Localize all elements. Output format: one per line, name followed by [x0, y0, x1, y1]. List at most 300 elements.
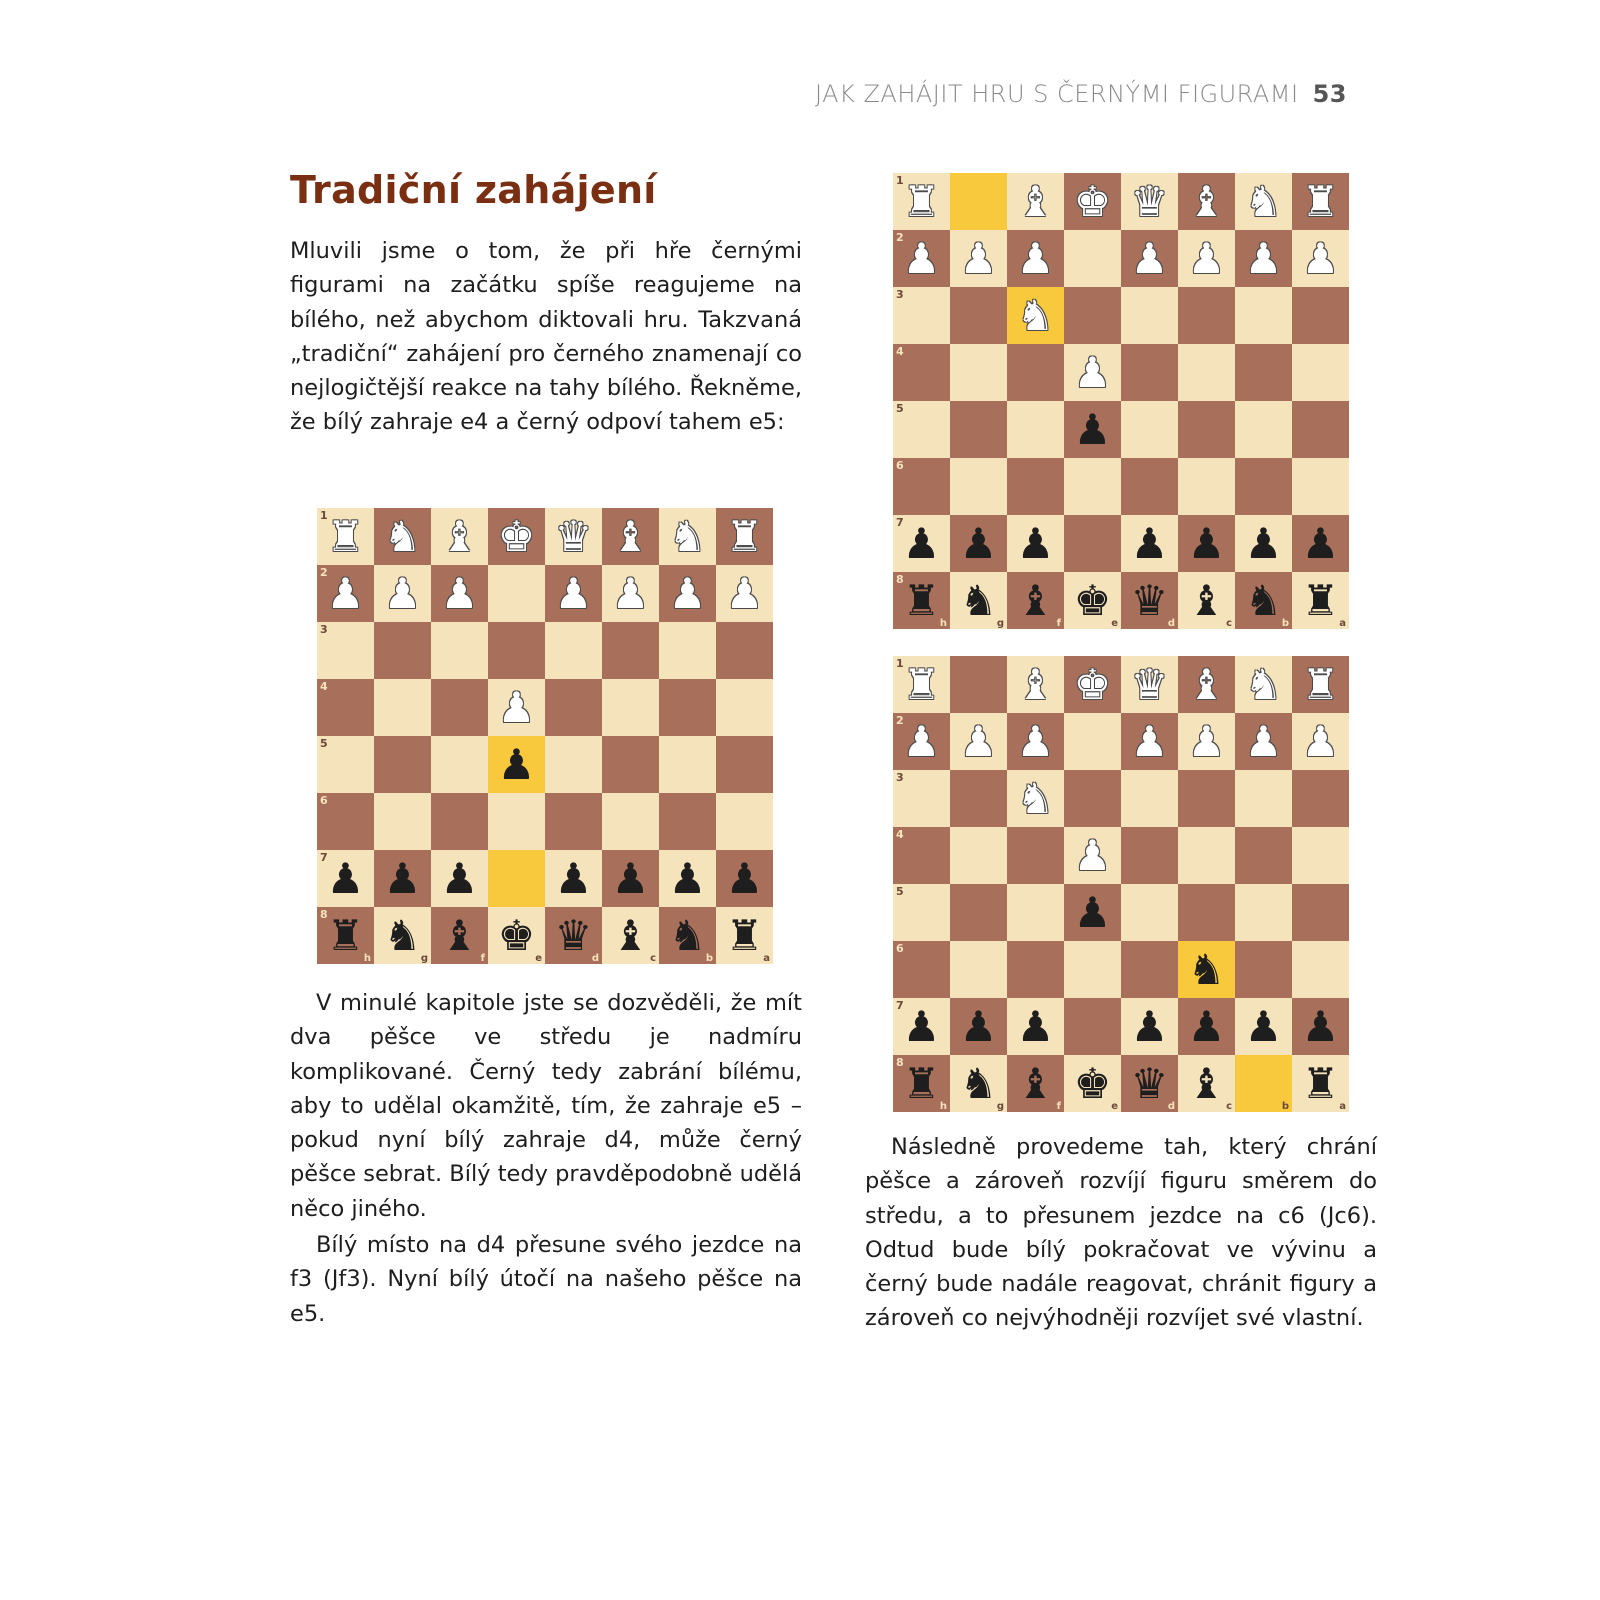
white-pawn-icon: ♟	[440, 568, 479, 618]
black-pawn-icon: ♟	[668, 853, 707, 903]
board-square	[716, 850, 773, 907]
rank-label: 2	[896, 714, 904, 727]
board-square	[893, 827, 950, 884]
board-square	[1007, 287, 1064, 344]
board-square	[1121, 173, 1178, 230]
white-bishop-icon: ♝	[1187, 176, 1226, 226]
black-pawn-icon: ♟	[1244, 518, 1283, 568]
board-square	[1121, 770, 1178, 827]
board-square	[1064, 401, 1121, 458]
chess-diagram-1	[317, 508, 773, 964]
board-square	[317, 793, 374, 850]
board-square	[1121, 656, 1178, 713]
white-pawn-icon: ♟	[1130, 233, 1169, 283]
file-label: g	[996, 618, 1004, 629]
board-square	[1064, 230, 1121, 287]
board-square	[1121, 287, 1178, 344]
rank-label: 3	[896, 288, 904, 301]
board-square	[950, 572, 1007, 629]
board-square	[374, 850, 431, 907]
board-square	[659, 622, 716, 679]
board-square	[431, 679, 488, 736]
black-pawn-icon: ♟	[1244, 1001, 1283, 1051]
board-square	[1007, 656, 1064, 713]
board-square	[950, 884, 1007, 941]
board-square	[1064, 713, 1121, 770]
board-square	[1235, 458, 1292, 515]
board-square	[1064, 656, 1121, 713]
board-square	[893, 941, 950, 998]
white-knight-icon: ♞	[668, 511, 707, 561]
file-label: b	[1281, 1101, 1289, 1112]
white-pawn-icon: ♟	[959, 716, 998, 766]
file-label: h	[939, 1101, 947, 1112]
white-knight-icon: ♞	[383, 511, 422, 561]
board-square	[1121, 884, 1178, 941]
white-king-icon: ♚	[497, 511, 536, 561]
board-square	[488, 793, 545, 850]
black-knight-icon: ♞	[668, 910, 707, 960]
section-title: Tradiční zahájení	[290, 168, 657, 212]
running-title: JAK ZAHÁJIT HRU S ČERNÝMI FIGURAMI	[815, 80, 1299, 108]
board-square	[431, 508, 488, 565]
file-label: a	[1339, 1101, 1346, 1112]
board-square	[1121, 515, 1178, 572]
board-square	[950, 515, 1007, 572]
black-bishop-icon: ♝	[1187, 575, 1226, 625]
black-bishop-icon: ♝	[440, 910, 479, 960]
rank-label: 7	[896, 516, 904, 529]
board-square	[1121, 713, 1178, 770]
board-square	[1064, 572, 1121, 629]
white-queen-icon: ♛	[1130, 659, 1169, 709]
board-square	[1235, 287, 1292, 344]
board-square	[1235, 515, 1292, 572]
board-square	[1064, 827, 1121, 884]
board-square	[317, 622, 374, 679]
white-pawn-icon: ♟	[1244, 716, 1283, 766]
black-pawn-icon: ♟	[1073, 887, 1112, 937]
file-label: a	[1339, 618, 1346, 629]
board-square	[659, 508, 716, 565]
board-square	[602, 793, 659, 850]
white-pawn-icon: ♟	[497, 682, 536, 732]
board-square	[374, 793, 431, 850]
board-square	[488, 622, 545, 679]
board-square	[893, 230, 950, 287]
white-bishop-icon: ♝	[1016, 176, 1055, 226]
running-header	[815, 80, 1347, 108]
black-king-icon: ♚	[497, 910, 536, 960]
board-square	[1178, 287, 1235, 344]
black-bishop-icon: ♝	[1187, 1058, 1226, 1108]
board-square	[1235, 572, 1292, 629]
black-knight-icon: ♞	[959, 575, 998, 625]
file-label: e	[1111, 1101, 1118, 1112]
file-label: d	[1167, 618, 1175, 629]
board-square	[602, 679, 659, 736]
board-square	[716, 508, 773, 565]
black-rook-icon: ♜	[1301, 575, 1340, 625]
board-square	[545, 565, 602, 622]
board-square	[602, 565, 659, 622]
file-label: f	[1056, 1101, 1061, 1112]
board-square	[374, 508, 431, 565]
white-pawn-icon: ♟	[1187, 716, 1226, 766]
black-queen-icon: ♛	[554, 910, 593, 960]
board-square	[716, 679, 773, 736]
board-square	[893, 173, 950, 230]
board-square	[1121, 230, 1178, 287]
white-bishop-icon: ♝	[1187, 659, 1226, 709]
board-square	[1064, 515, 1121, 572]
board-square	[488, 508, 545, 565]
board-square	[1292, 401, 1349, 458]
white-rook-icon: ♜	[902, 659, 941, 709]
board-square	[659, 679, 716, 736]
board-square	[602, 508, 659, 565]
rank-label: 1	[896, 657, 904, 670]
board-square	[1292, 287, 1349, 344]
white-bishop-icon: ♝	[440, 511, 479, 561]
board-square	[1292, 1055, 1349, 1112]
white-pawn-icon: ♟	[1073, 347, 1112, 397]
board-square	[1235, 998, 1292, 1055]
board-square	[659, 565, 716, 622]
paragraph-intro: Mluvili jsme o tom, že při hře černými figurami na začátku spíše reagujeme na bílého, než abychom diktovali hru. Takzvaná „tradiční“ zahájení pro černého znamenají co nejlogičtější reakce na tahy bílého. Řekněme, že bílý zahraje e4 a černý odpoví tahem e5:	[290, 238, 802, 436]
board-square	[1292, 713, 1349, 770]
black-pawn-icon: ♟	[497, 739, 536, 789]
board-square	[1235, 401, 1292, 458]
black-bishop-icon: ♝	[1016, 1058, 1055, 1108]
board-square	[716, 736, 773, 793]
board-square	[431, 907, 488, 964]
white-king-icon: ♚	[1073, 176, 1112, 226]
black-pawn-icon: ♟	[383, 853, 422, 903]
black-pawn-icon: ♟	[554, 853, 593, 903]
white-pawn-icon: ♟	[1016, 233, 1055, 283]
board-square	[1235, 884, 1292, 941]
board-square	[1178, 770, 1235, 827]
board-square	[1292, 230, 1349, 287]
chess-diagram-3	[893, 656, 1349, 1112]
board-square	[1178, 656, 1235, 713]
board-square	[317, 565, 374, 622]
white-pawn-icon: ♟	[1130, 716, 1169, 766]
rank-label: 7	[320, 851, 328, 864]
rank-label: 1	[896, 174, 904, 187]
board-square	[1292, 458, 1349, 515]
board-square	[893, 458, 950, 515]
board-square	[1292, 770, 1349, 827]
black-pawn-icon: ♟	[1130, 1001, 1169, 1051]
file-label: f	[480, 953, 485, 964]
rank-label: 6	[896, 459, 904, 472]
white-queen-icon: ♛	[554, 511, 593, 561]
board-square	[1121, 1055, 1178, 1112]
rank-label: 5	[896, 402, 904, 415]
paragraph-3: Bílý místo na d4 přesune svého jezdce na f3 (Jf3). Nyní bílý útočí na našeho pěšce na e5.	[290, 1232, 802, 1327]
board-square	[374, 907, 431, 964]
board-square	[893, 572, 950, 629]
board-square	[488, 907, 545, 964]
board-square	[893, 884, 950, 941]
board-square	[1007, 230, 1064, 287]
black-rook-icon: ♜	[326, 910, 365, 960]
board-square	[893, 401, 950, 458]
black-pawn-icon: ♟	[326, 853, 365, 903]
board-square	[1121, 827, 1178, 884]
white-king-icon: ♚	[1073, 659, 1112, 709]
black-pawn-icon: ♟	[1016, 518, 1055, 568]
board-square	[1121, 941, 1178, 998]
board-square	[488, 679, 545, 736]
white-pawn-icon: ♟	[326, 568, 365, 618]
file-label: b	[705, 953, 713, 964]
black-pawn-icon: ♟	[611, 853, 650, 903]
board-square	[1178, 173, 1235, 230]
board-square	[1292, 998, 1349, 1055]
white-rook-icon: ♜	[326, 511, 365, 561]
file-label: h	[363, 953, 371, 964]
board-square	[1007, 827, 1064, 884]
board-square	[374, 679, 431, 736]
board-square	[1235, 656, 1292, 713]
black-queen-icon: ♛	[1130, 575, 1169, 625]
black-bishop-icon: ♝	[611, 910, 650, 960]
white-rook-icon: ♜	[1301, 659, 1340, 709]
white-rook-icon: ♜	[902, 176, 941, 226]
rank-label: 4	[896, 828, 904, 841]
rank-label: 5	[320, 737, 328, 750]
board-square	[374, 622, 431, 679]
board-square	[1064, 458, 1121, 515]
board-square	[1121, 344, 1178, 401]
board-square	[1235, 770, 1292, 827]
black-pawn-icon: ♟	[725, 853, 764, 903]
board-square	[602, 907, 659, 964]
white-pawn-icon: ♟	[902, 233, 941, 283]
board-square	[716, 793, 773, 850]
board-square	[1064, 173, 1121, 230]
rank-label: 4	[896, 345, 904, 358]
black-pawn-icon: ♟	[959, 1001, 998, 1051]
board-square	[659, 850, 716, 907]
board-square	[1178, 827, 1235, 884]
board-square	[431, 793, 488, 850]
board-square	[659, 793, 716, 850]
white-pawn-icon: ♟	[554, 568, 593, 618]
board-square	[1007, 344, 1064, 401]
rank-label: 8	[320, 908, 328, 921]
white-pawn-icon: ♟	[1244, 233, 1283, 283]
board-square	[659, 736, 716, 793]
board-square	[431, 622, 488, 679]
black-rook-icon: ♜	[1301, 1058, 1340, 1108]
rank-label: 6	[320, 794, 328, 807]
board-square	[545, 679, 602, 736]
file-label: c	[650, 953, 656, 964]
board-square	[1292, 344, 1349, 401]
board-square	[1178, 1055, 1235, 1112]
board-square	[893, 1055, 950, 1112]
rank-label: 8	[896, 573, 904, 586]
white-pawn-icon: ♟	[1301, 233, 1340, 283]
board-square	[602, 622, 659, 679]
board-square	[893, 770, 950, 827]
board-square	[950, 656, 1007, 713]
white-rook-icon: ♜	[725, 511, 764, 561]
rank-label: 5	[896, 885, 904, 898]
white-pawn-icon: ♟	[611, 568, 650, 618]
board-square	[950, 1055, 1007, 1112]
board-square	[602, 850, 659, 907]
board-square	[1292, 656, 1349, 713]
board-square	[1064, 1055, 1121, 1112]
black-pawn-icon: ♟	[1130, 518, 1169, 568]
board-square	[1235, 827, 1292, 884]
board-square	[545, 850, 602, 907]
board-square	[1121, 401, 1178, 458]
board-square	[1007, 401, 1064, 458]
rank-label: 1	[320, 509, 328, 522]
board-square	[1178, 941, 1235, 998]
black-king-icon: ♚	[1073, 575, 1112, 625]
board-square	[950, 998, 1007, 1055]
board-square	[1235, 344, 1292, 401]
white-bishop-icon: ♝	[1016, 659, 1055, 709]
board-square	[1235, 230, 1292, 287]
board-square	[1007, 884, 1064, 941]
board-square	[950, 344, 1007, 401]
white-pawn-icon: ♟	[1016, 716, 1055, 766]
board-square	[488, 850, 545, 907]
board-square	[1064, 884, 1121, 941]
board-square	[893, 344, 950, 401]
board-square	[1007, 572, 1064, 629]
rank-label: 8	[896, 1056, 904, 1069]
board-square	[1007, 1055, 1064, 1112]
black-pawn-icon: ♟	[1187, 518, 1226, 568]
file-label: f	[1056, 618, 1061, 629]
black-pawn-icon: ♟	[959, 518, 998, 568]
board-square	[950, 713, 1007, 770]
board-square	[950, 941, 1007, 998]
board-square	[893, 998, 950, 1055]
black-pawn-icon: ♟	[902, 1001, 941, 1051]
board-square	[374, 736, 431, 793]
board-square	[1121, 998, 1178, 1055]
board-square	[1178, 884, 1235, 941]
board-square	[374, 565, 431, 622]
white-pawn-icon: ♟	[383, 568, 422, 618]
board-square	[950, 230, 1007, 287]
board-square	[545, 736, 602, 793]
white-knight-icon: ♞	[1016, 290, 1055, 340]
page-number: 53	[1312, 80, 1347, 108]
board-square	[1007, 458, 1064, 515]
board-square	[950, 827, 1007, 884]
white-pawn-icon: ♟	[1187, 233, 1226, 283]
rank-label: 3	[320, 623, 328, 636]
black-pawn-icon: ♟	[1016, 1001, 1055, 1051]
board-square	[893, 656, 950, 713]
board-square	[602, 736, 659, 793]
white-queen-icon: ♛	[1130, 176, 1169, 226]
board-square	[1007, 173, 1064, 230]
board-square	[1064, 770, 1121, 827]
board-square	[893, 713, 950, 770]
black-knight-icon: ♞	[1187, 944, 1226, 994]
black-pawn-icon: ♟	[440, 853, 479, 903]
board-square	[1178, 458, 1235, 515]
white-pawn-icon: ♟	[959, 233, 998, 283]
board-square	[317, 679, 374, 736]
board-square	[716, 565, 773, 622]
board-square	[431, 850, 488, 907]
board-square	[488, 736, 545, 793]
board-square	[1178, 515, 1235, 572]
file-label: e	[535, 953, 542, 964]
board-square	[1007, 515, 1064, 572]
board-square	[1007, 770, 1064, 827]
board-square	[545, 508, 602, 565]
board-square	[317, 850, 374, 907]
file-label: e	[1111, 618, 1118, 629]
paragraph-2: V minulé kapitole jste se dozvěděli, že mít dva pěšce ve středu je nadmíru komplikované. Černý tedy zabrání bílému, aby to udělal okamžitě, tím, že zahraje e5 – pokud nyní bílý zahraje d4, může černý pěšce sebrat. Bílý tedy pravděpodobně udělá něco jiného.	[290, 990, 802, 1222]
board-square	[1178, 230, 1235, 287]
board-square	[1064, 998, 1121, 1055]
white-knight-icon: ♞	[1244, 176, 1283, 226]
board-square	[545, 622, 602, 679]
black-knight-icon: ♞	[959, 1058, 998, 1108]
board-square	[893, 287, 950, 344]
board-square	[1178, 344, 1235, 401]
white-pawn-icon: ♟	[725, 568, 764, 618]
white-knight-icon: ♞	[1244, 659, 1283, 709]
board-square	[1235, 713, 1292, 770]
file-label: g	[420, 953, 428, 964]
white-knight-icon: ♞	[1016, 773, 1055, 823]
board-square	[1178, 401, 1235, 458]
file-label: b	[1281, 618, 1289, 629]
board-square	[545, 907, 602, 964]
board-square	[950, 770, 1007, 827]
board-square	[1292, 173, 1349, 230]
black-queen-icon: ♛	[1130, 1058, 1169, 1108]
rank-label: 2	[896, 231, 904, 244]
board-square	[1178, 998, 1235, 1055]
board-square	[716, 907, 773, 964]
file-label: d	[1167, 1101, 1175, 1112]
board-square	[1178, 572, 1235, 629]
board-square	[1064, 287, 1121, 344]
chess-diagram-2	[893, 173, 1349, 629]
black-pawn-icon: ♟	[1073, 404, 1112, 454]
black-rook-icon: ♜	[902, 1058, 941, 1108]
board-square	[431, 565, 488, 622]
board-square	[716, 622, 773, 679]
board-square	[488, 565, 545, 622]
board-square	[950, 173, 1007, 230]
black-pawn-icon: ♟	[902, 518, 941, 568]
board-square	[1064, 344, 1121, 401]
paragraph-4: Následně provedeme tah, který chrání pěšce a zároveň rozvíjí figuru směrem do středu, a to přesunem jezdce na c6 (Jc6). Odtud bude bílý pokračovat ve vývinu a černý bude nadále reagovat, chránit figury a zároveň co nejvýhodněji rozvíjet své vlastní.	[865, 1134, 1377, 1332]
board-square	[659, 907, 716, 964]
white-pawn-icon: ♟	[1301, 716, 1340, 766]
white-rook-icon: ♜	[1301, 176, 1340, 226]
board-square	[950, 401, 1007, 458]
